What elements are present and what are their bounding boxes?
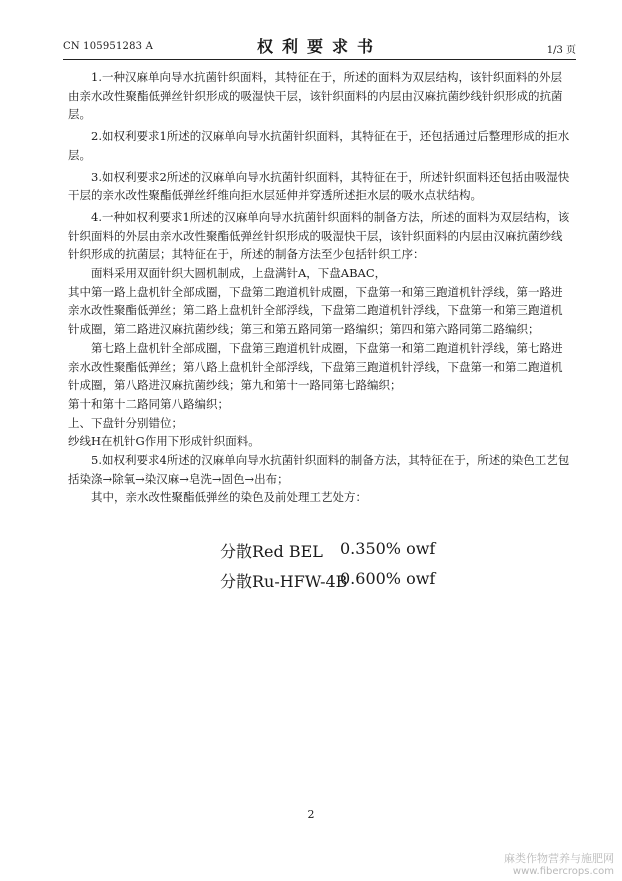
process-step: 第七路上盘机针全部成圈，下盘第三跑道机针成圈，下盘第一和第二跑道机针浮线，第七路进亲水改性聚酯低弹丝；第八路上盘机针全部浮线，下盘第三跑道机针浮线，下盘第一和第二跑道机针成圈，第八路进汉麻抗菌纱线；第九和第十一路同第七路编织； [68, 340, 563, 393]
header-divider [63, 59, 576, 60]
claim-5: 5.如权利要求4所述的汉麻单向导水抗菌针织面料的制备方法，其特征在于，所述的染色工艺包括染涤→除氧→染汉麻→皂洗→固色→出布； [68, 453, 570, 486]
claim-2: 2.如权利要求1所述的汉麻单向导水抗菌针织面料，其特征在于，还包括通过后整理形成的拒水层。 [68, 129, 570, 162]
process-step: 第十和第十二路同第八路编织； [68, 396, 229, 411]
dye-amount: 0.600% owf [340, 569, 436, 588]
watermark-text: 麻类作物营养与施肥网 [504, 852, 614, 865]
claims-body [68, 68, 572, 507]
dye-name: 分散Ru-HFW-4B [220, 572, 348, 591]
recipe-intro: 其中，亲水改性聚酯低弹丝的染色及前处理工艺处方： [91, 490, 367, 505]
claim-1: 1.一种汉麻单向导水抗菌针织面料，其特征在于，所述的面料为双层结构，该针织面料的外层由亲水改性聚酯低弹丝针织形成的吸湿快干层，该针织面料的内层由汉麻抗菌纱线针织形成的抗菌层。 [68, 70, 563, 122]
process-step: 面料采用双面针织大圆机制成，上盘满针A，下盘ABAC， [91, 266, 387, 281]
claim-3: 3.如权利要求2所述的汉麻单向导水抗菌针织面料，其特征在于，所述针织面料还包括由吸湿快干层的亲水改性聚酯低弹丝纤维向拒水层延伸并穿透所述拒水层的吸水点状结构。 [68, 169, 570, 203]
process-step: 纱线H在机针G作用下形成针织面料。 [68, 434, 260, 449]
dye-name: 分散Red BEL [220, 542, 323, 561]
document-header [63, 34, 576, 56]
patent-number: CN 105951283 A [63, 41, 154, 52]
process-step: 上、下盘针分别错位； [68, 415, 183, 430]
dye-amount: 0.350% owf [340, 539, 436, 558]
page-number: 2 [307, 808, 315, 821]
watermark-url: www.fibercrops.com [512, 866, 614, 877]
page-indicator: 1/3 页 [546, 45, 576, 56]
watermark [504, 852, 614, 878]
process-step: 其中第一路上盘机针全部成圈，下盘第二跑道机针成圈，下盘第一和第三跑道机针浮线，第一路进亲水改性聚酯低弹丝；第二路上盘机针全部浮线，下盘第二跑道机针浮线，下盘第一和第三跑道机针成圈，第二路进汉麻抗菌纱线；第三和第五路同第一路编织；第四和第六路同第二路编织； [68, 284, 563, 337]
document-title: 权利要求书 [256, 37, 382, 56]
claim-4: 4.一种如权利要求1所述的汉麻单向导水抗菌针织面料的制备方法，所述的面料为双层结构，该针织面料的外层由亲水改性聚酯低弹丝针织形成的吸湿快干层，该针织面料的内层由汉麻抗菌纱线针织形成的抗菌层；其特征在于，所述的制备方法至少包括针织工序： [68, 209, 570, 262]
